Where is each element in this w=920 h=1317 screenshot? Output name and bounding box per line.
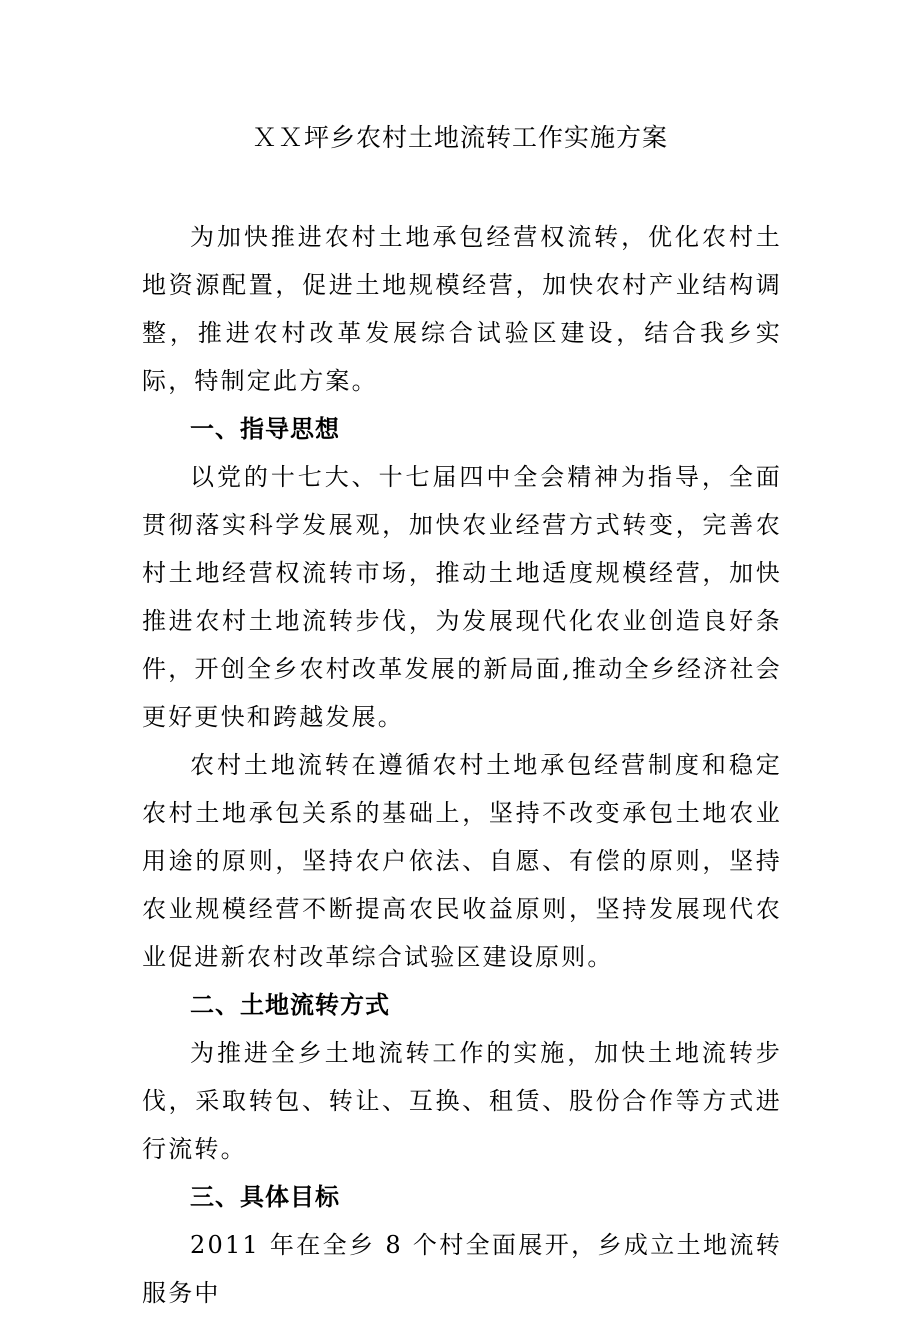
section-heading: 一、指导思想 [190, 414, 340, 443]
section-paragraph: 农村土地流转在遵循农村土地承包经营制度和稳定农村土地承包关系的基础上，坚持不改变承包土地农业用途的原则，坚持农户依法、自愿、有偿的原则，坚持农业规模经营不断提高农民收益原则，坚持发展现代农业促进新农村改革综合试验区建设原则。 [142, 751, 782, 971]
section-transfer-methods [142, 981, 782, 1173]
section-paragraph: 2011 年在全乡 8 个村全面展开，乡成立土地流转服务中 [142, 1231, 782, 1307]
section-heading: 三、具体目标 [190, 1182, 340, 1211]
section-heading: 二、土地流转方式 [190, 990, 390, 1019]
section-paragraph: 为推进全乡土地流转工作的实施，加快土地流转步伐，采取转包、转让、互换、租赁、股份合作等方式进行流转。 [142, 1039, 782, 1163]
intro-paragraph: 为加快推进农村土地承包经营权流转，优化农村土地资源配置，促进土地规模经营，加快农村产业结构调整，推进农村改革发展综合试验区建设，结合我乡实际，特制定此方案。 [142, 223, 782, 395]
document-body [142, 213, 782, 1317]
section-guiding-ideology [142, 405, 782, 981]
section-paragraph: 以党的十七大、十七届四中全会精神为指导，全面贯彻落实科学发展观，加快农业经营方式转变，完善农村土地经营权流转市场，推动土地适度规模经营，加快推进农村土地流转步伐，为发展现代化农业创造良好条件，开创全乡农村改革发展的新局面,推动全乡经济社会更好更快和跨越发展。 [142, 463, 782, 731]
document-title: ＸＸ坪乡农村土地流转工作实施方案 [251, 123, 668, 152]
section-specific-goals [142, 1173, 782, 1317]
